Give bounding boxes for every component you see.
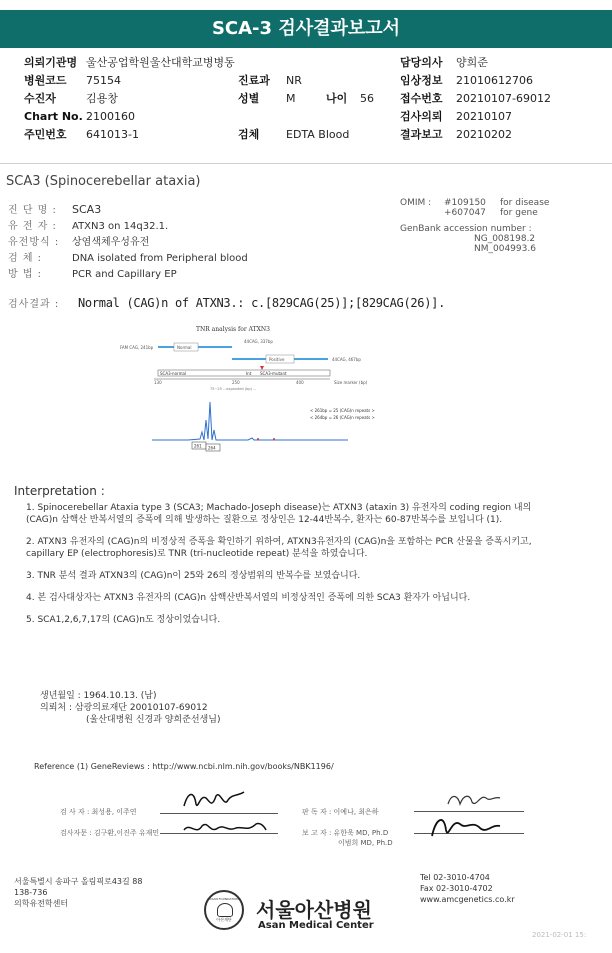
peak-note-1: < 261bp = 25 (CAG)n repeats > — [310, 408, 375, 413]
chart-no-label: Chart No. — [24, 110, 83, 123]
print-date: 2021-02-01 15: — [532, 931, 587, 939]
header-divider — [0, 163, 612, 164]
genbank-id-1: NG_008198.2 — [474, 234, 536, 244]
chart-no-value: 2100160 — [86, 110, 135, 123]
asan-seal-icon — [204, 890, 244, 930]
genbank-id-2: NM_004993.6 — [474, 244, 536, 254]
examiner-sig-label: 검 사 자 : 최성용, 이주연 — [60, 808, 137, 816]
diagnosis-value: SCA3 — [72, 203, 102, 216]
result-text: Normal (CAG)n of ATXN3.: c.[829CAG(25)];[829CAG(26)]. — [78, 296, 446, 310]
specimen-label: 검체 — [238, 128, 260, 141]
tnr-figure-svg — [120, 322, 400, 470]
website: www.amcgenetics.co.kr — [420, 895, 515, 904]
omim-disease-id: #109150 — [444, 198, 486, 208]
positive-label: Positive — [269, 357, 285, 362]
reporter-sig-label: 보 고 자 : 유한욱 MD, Ph.D — [302, 829, 389, 837]
reference: Reference (1) GeneReviews : http://www.ncbi.nlm.nih.gov/books/NBK1196/ — [34, 762, 334, 771]
gene-value: ATXN3 on 14q32.1. — [72, 221, 169, 232]
header-mid — [238, 72, 388, 144]
expand-label: 44CAG, 337bp — [244, 339, 273, 344]
method-label: 방 법 : — [8, 269, 43, 280]
request-value: 20210107 — [456, 110, 512, 123]
fam-primer-label: FAM CAG, 241bp — [120, 345, 154, 350]
logo-english: Asan Medical Center — [258, 920, 374, 931]
size-note: Size marker (bp) — [334, 380, 368, 385]
birth-line-3: (울산대병원 신경과 양희준선생님) — [86, 715, 221, 725]
positive-size-label: 44CAG, 467bp — [332, 357, 361, 362]
id-value: 641013-1 — [86, 128, 139, 141]
peak-note-2: < 264bp = 26 (CAG)n repeats > — [310, 415, 375, 420]
org-label: 의뢰기관명 — [24, 56, 78, 69]
genbank-label: GenBank accession number : — [400, 224, 532, 234]
interpretation-list — [26, 502, 550, 626]
address-line-1: 서울특별시 송파구 올림픽로43길 88 — [14, 877, 143, 886]
dept-label: 진료과 — [238, 74, 270, 87]
dept-value: NR — [286, 74, 302, 87]
seal-text: ASAN FOUNDATION — [209, 897, 239, 901]
address-line-2: 138-736 — [14, 888, 48, 897]
birth-block — [40, 690, 400, 726]
peak-label-1: 261 — [194, 443, 202, 449]
interp-item-5: 5. SCA1,2,6,7,17의 (CAG)n도 정상이었습니다. — [26, 615, 221, 625]
clinical-label: 임상정보 — [400, 74, 443, 87]
omim-label: OMIM : — [400, 198, 432, 208]
omim-disease-text: for disease — [500, 198, 550, 208]
age-value: 56 — [360, 92, 374, 105]
clinical-value: 21010612706 — [456, 74, 533, 87]
sample-label: 검 체 : — [8, 253, 43, 264]
age-label: 나이 — [326, 92, 348, 105]
header-right — [400, 54, 600, 144]
footer-contact — [420, 872, 515, 905]
interp-item-3: 3. TNR 분석 결과 ATXN3의 (CAG)n이 25와 26의 정상범위의 반복수를 보였습니다. — [26, 571, 361, 581]
result-row — [8, 292, 608, 311]
tnr-figure — [120, 322, 400, 470]
report-label: 결과보고 — [400, 128, 443, 141]
omim-gene-text: for gene — [500, 208, 538, 218]
report-title: SCA-3 검사결과보고서 — [0, 10, 612, 48]
marker-triangle — [260, 366, 264, 370]
patient-value: 김용창 — [86, 92, 118, 105]
fax: Fax 02-3010-4702 — [420, 884, 493, 893]
info-block — [8, 198, 388, 278]
tel: Tel 02-3010-4704 — [420, 873, 490, 882]
omim-gene-id: +607047 — [444, 208, 486, 218]
normal-label: Normal — [177, 345, 192, 350]
supervisor-sig-label: 검사자문 : 김구환,이진주 유재민 — [60, 829, 160, 837]
inheritance-label: 유전방식 : — [8, 237, 60, 248]
section-title: SCA3 (Spinocerebellar ataxia) — [6, 174, 201, 189]
range-note: 75~25 ...expanded (bp) ... — [210, 387, 257, 391]
tick-mid: 250 — [232, 380, 240, 385]
interp-item-2: 2. ATXN3 유전자의 (CAG)n의 비정상적 증폭을 확인하기 위하여, ATXN3유전자의 (CAG)n을 포함하는 PCR 산물을 증폭시키고, capillary EP (electrophoresis)로 TNR (tri-nucleotide repeat) 분석을 하였습니다. — [26, 537, 532, 559]
hospital-code-label: 병원코드 — [24, 74, 67, 87]
doctor-value: 양희준 — [456, 56, 488, 69]
reporter-sig-label-2: 이범희 MD, Ph.D — [338, 839, 393, 847]
hospital-code-value: 75154 — [86, 74, 121, 87]
seal-sub: 아산재단 — [216, 917, 232, 922]
peak-label-2: 264 — [208, 445, 216, 451]
marker-dot-1 — [257, 438, 259, 440]
examiner-signature — [180, 786, 250, 814]
method-value: PCR and Capillary EP — [72, 269, 177, 280]
diagnosis-label: 진 단 명 : — [8, 205, 57, 216]
doctor-label: 담당의사 — [400, 56, 443, 69]
receipt-label: 접수번호 — [400, 92, 443, 105]
omim-block — [400, 198, 600, 254]
sex-label: 성별 — [238, 92, 260, 105]
footer-address — [14, 876, 142, 909]
bar-mid-label: Int — [246, 371, 252, 376]
id-label: 주민번호 — [24, 128, 67, 141]
receipt-value: 20210107-69012 — [456, 92, 551, 105]
reviewer-sig-label: 판 독 자 : 이예나, 최은하 — [302, 808, 379, 816]
sample-value: DNA isolated from Peripheral blood — [72, 253, 248, 264]
request-label: 검사의뢰 — [400, 110, 443, 123]
org-value: 울산공업학원울산대학교병병동 — [86, 56, 235, 69]
sex-value: M — [286, 92, 296, 105]
reviewer-signature — [444, 788, 504, 812]
tick-start: 130 — [154, 380, 162, 385]
interp-item-4: 4. 본 검사대상자는 ATXN3 유전자의 (CAG)n 삼핵산반복서열의 비정상적인 증폭에 의한 SCA3 환자가 아닙니다. — [26, 593, 471, 603]
specimen-value: EDTA Blood — [286, 128, 350, 141]
inheritance-value: 상염색체우성유전 — [72, 237, 150, 248]
report-value: 20210202 — [456, 128, 512, 141]
figure-title: TNR analysis for ATXN3 — [196, 326, 270, 333]
marker-dot-2 — [273, 438, 275, 440]
tick-end: 400 — [296, 380, 304, 385]
result-label: 검사결과 : — [8, 299, 60, 310]
header-left — [24, 54, 264, 144]
address-line-3: 의학유전학센터 — [14, 899, 69, 908]
patient-label: 수진자 — [24, 92, 56, 105]
interp-item-1: 1. Spinocerebellar Ataxia type 3 (SCA3; Machado-Joseph disease)는 ATXN3 (ataxin 3) 유전자의 coding region 내의 (CAG)n 삼핵산 반복서열의 증폭에 의해 발생하는 질환으로 정상인은 12-44반복수, 환자는 60-87반복수를 보입니다 (1). — [26, 503, 532, 525]
supervisor-signature — [180, 816, 270, 840]
bar-right-label: SCA3-mutant — [260, 371, 287, 376]
reporter-signature — [426, 810, 506, 844]
bar-left-label: SCA3-normal — [160, 371, 187, 376]
birth-line-2: 의뢰처 : 삼광의료재단 20010107-69012 — [40, 703, 208, 713]
birth-line-1: 생년월일 : 1964.10.13. (남) — [40, 691, 157, 701]
gene-label: 유 전 자 : — [8, 221, 57, 232]
header-block — [0, 50, 612, 162]
interpretation-title: Interpretation : — [14, 484, 105, 498]
logo-korean: 서울아산병원 — [256, 898, 372, 922]
